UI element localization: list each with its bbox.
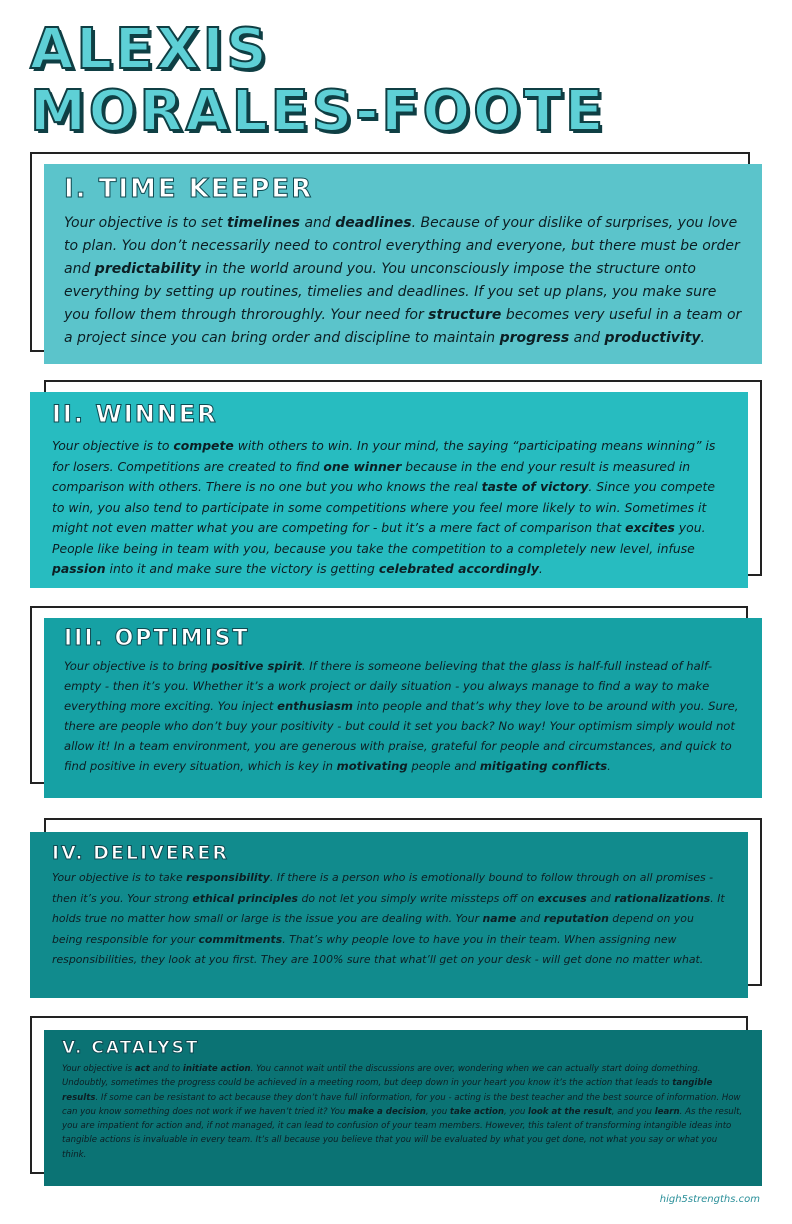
emphasis-text: excites [625,520,675,535]
section-body [64,656,742,776]
emphasis-text: take action [449,1106,505,1117]
emphasis-text: passion [52,561,106,576]
emphasis-text: one winner [323,458,402,474]
body-text: , you [504,1106,529,1117]
body-text: with others to win. In your mind, the saying “participating means winning” is for losers. Competitions are created to find [52,438,716,474]
body-text: into people and that’s why they love to be around with you. Sure, there are people who don’t buy your positivity - but could it set you back? No way! Your optimism simply would not allow it! In a team environment, you are generous with praise, grateful for people and circumstances, and quick to find positive in every situation, which is key in [64,699,739,773]
body-text: . [607,759,611,773]
body-text: people and [407,759,480,773]
emphasis-text: celebrated accordingly [378,561,539,576]
emphasis-text: tangible results [62,1078,713,1103]
emphasis-text: compete [173,438,234,453]
body-text: and [516,912,544,925]
body-text: Your objective is to bring [64,659,212,673]
body-text: . That’s why people love to have you in their team. When assigning new responsibilities, they look at you first. They are 100% sure that what’ll get on your desk - will get done no matter what. [52,932,704,966]
body-text: and [569,330,605,346]
body-text: . As the result, you are impatient for action and, if not managed, it can lead to confusion of your team members. However, this talent of transforming intangible ideas into tangible actions is invaluable in every team. It’s all because you believe that you will be evaluated by what you get done, not what you say or what you think. [62,1106,743,1160]
emphasis-text: productivity [604,330,701,346]
section-heading: III. OPTIMIST [64,626,250,651]
emphasis-text: positive spirit [211,659,302,673]
section-heading: I. TIME KEEPER [64,174,314,204]
section-heading: IV. DELIVERER [52,842,230,864]
emphasis-text: reputation [543,912,609,925]
emphasis-text: progress [499,330,570,346]
section-heading: II. WINNER [52,400,218,428]
emphasis-text: learn [654,1106,680,1117]
body-text: and [300,215,336,231]
name-last: MORALES-FOOTE [30,79,607,144]
emphasis-text: make a decision [348,1106,426,1117]
body-text: . If there is someone believing that the glass is half-full instead of half-empty - then it’s you. Whether it’s a work project or daily situation - you always manage to find a way to make everything more exciting. You inject [64,659,713,713]
body-text: . Because of your dislike of surprises, you love to plan. You don’t necessarily need to control everything and everyone, but there must be order and [64,215,740,277]
body-text: depend on you being responsible for your [52,912,694,946]
body-text: because in the end your result is measured in comparison with others. There is no one but you who knows the real [52,458,691,494]
body-text: . If there is a person who is emotionally bound to follow through on all promises - then it’s you. Your strong [52,871,714,905]
body-text: . [700,330,705,346]
section-catalyst [44,1030,762,1186]
emphasis-text: name [482,912,517,925]
body-text: and to [149,1064,183,1074]
section-optimist [44,618,762,798]
emphasis-text: mitigating conflicts [479,759,608,773]
body-text: into it and make sure the victory is getting [105,561,379,576]
emphasis-text: act [134,1064,150,1074]
body-text: do not let you simply write missteps off on [298,891,538,905]
emphasis-text: structure [428,307,502,323]
section-winner [30,392,748,588]
footer-url: high5strengths.com [659,1194,760,1205]
emphasis-text: taste of victory [481,479,589,494]
body-text: Your objective is to take [52,871,187,884]
body-text: , and you [611,1106,655,1117]
section-deliverer [30,832,748,998]
body-text: . Since you compete to win, you also tend to participate in some competitions where you feel more likely to win. Sometimes it might not even matter what you are competing for - but it’s a mere fact of comparison that [52,479,715,535]
emphasis-text: commitments [198,932,283,946]
body-text: you. People like being in team with you, because you take the competition to a completely new level, infuse [52,520,706,556]
emphasis-text: initiate action [182,1064,251,1074]
section-body [52,868,726,971]
emphasis-text: look at the result [528,1106,612,1117]
body-text: Your objective is to set [64,215,228,231]
name-first: ALEXIS [30,17,270,82]
body-text: and [586,891,615,905]
section-body [62,1062,744,1162]
section-heading: V. CATALYST [62,1038,200,1058]
body-text: . You cannot wait until the discussions are over, wondering when we can actually start doing domething. Undoubtly, sometimes the progress could be achieved in a meeting room, but deep down in your heart you know it’s the action that leads to [62,1064,701,1089]
body-text: in the world around you. You unconsciously impose the structure onto everything by setting up routines, timelies and deadlines. If you set up plans, you make sure you follow them through throroughly. Your need for [64,261,717,323]
emphasis-text: excuses [537,891,587,905]
body-text: . It holds true no matter how small or large is the issue you are dealing with. Your [52,891,725,925]
body-text: becomes very useful in a team or a project since you can bring order and discipline to maintain [64,307,742,346]
section-body [52,436,726,580]
emphasis-text: motivating [336,759,408,773]
emphasis-text: rationalizations [614,891,711,905]
emphasis-text: timelines [227,215,300,231]
emphasis-text: responsibility [186,871,270,884]
emphasis-text: enthusiasm [277,699,353,713]
emphasis-text: deadlines [335,215,412,231]
body-text: Your objective is [62,1064,135,1074]
emphasis-text: predictability [94,261,201,277]
section-time-keeper [44,164,762,364]
body-text: . If some can be resistant to act because they don’t have full information, for you - acting is the best teacher and the best source of information. How can you know something does not work if we haven’t tried it? You [62,1092,741,1117]
emphasis-text: ethical principles [192,891,299,905]
body-text: , you [425,1106,450,1117]
body-text: Your objective is to [52,438,174,453]
body-text: . [538,561,543,576]
section-body [64,212,742,350]
